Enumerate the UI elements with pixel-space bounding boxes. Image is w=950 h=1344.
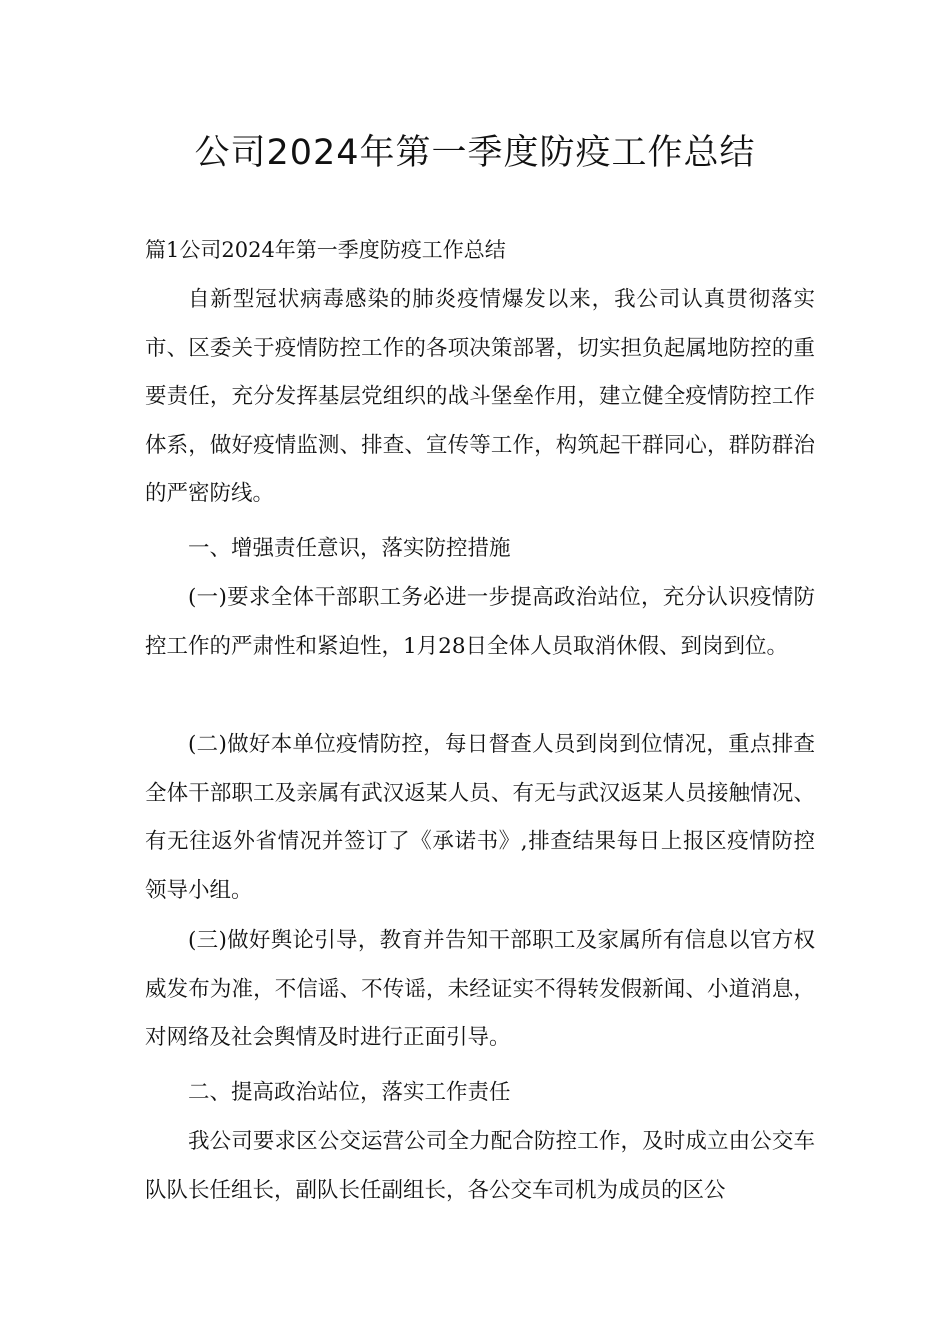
document-title: 公司2024年第一季度防疫工作总结: [194, 133, 756, 173]
section-heading-1: 一、增强责任意识，落实防控措施: [188, 536, 511, 561]
paragraph-item-1: (一)要求全体干部职工务必进一步提高政治站位，充分认识疫情防控工作的严肃性和紧迫性，1月28日全体人员取消休假、到岗到位。: [145, 585, 815, 659]
paragraph-intro: 自新型冠状病毒感染的肺炎疫情爆发以来，我公司认真贯彻落实市、区委关于疫情防控工作的各项决策部署，切实担负起属地防控的重要责任，充分发挥基层党组织的战斗堡垒作用，建立健全疫情防控工作体系，做好疫情监测、排查、宣传等工作，构筑起干群同心，群防群治的严密防线。: [145, 287, 815, 507]
paragraph-section-2: 我公司要求区公交运营公司全力配合防控工作，及时成立由公交车队队长任组长，副队长任副组长，各公交车司机为成员的区公: [145, 1129, 815, 1203]
section-subtitle: 篇1公司2024年第一季度防疫工作总结: [145, 238, 506, 262]
section-heading-2: 二、提高政治站位，落实工作责任: [188, 1080, 511, 1105]
paragraph-item-2: (二)做好本单位疫情防控，每日督查人员到岗到位情况，重点排查全体干部职工及亲属有武汉返某人员、有无与武汉返某人员接触情况、有无往返外省情况并签订了《承诺书》,排查结果每日上报区疫情防控领导小组。: [145, 732, 815, 903]
paragraph-item-3: (三)做好舆论引导，教育并告知干部职工及家属所有信息以官方权威发布为准，不信谣、不传谣，未经证实不得转发假新闻、小道消息，对网络及社会舆情及时进行正面引导。: [145, 928, 815, 1051]
